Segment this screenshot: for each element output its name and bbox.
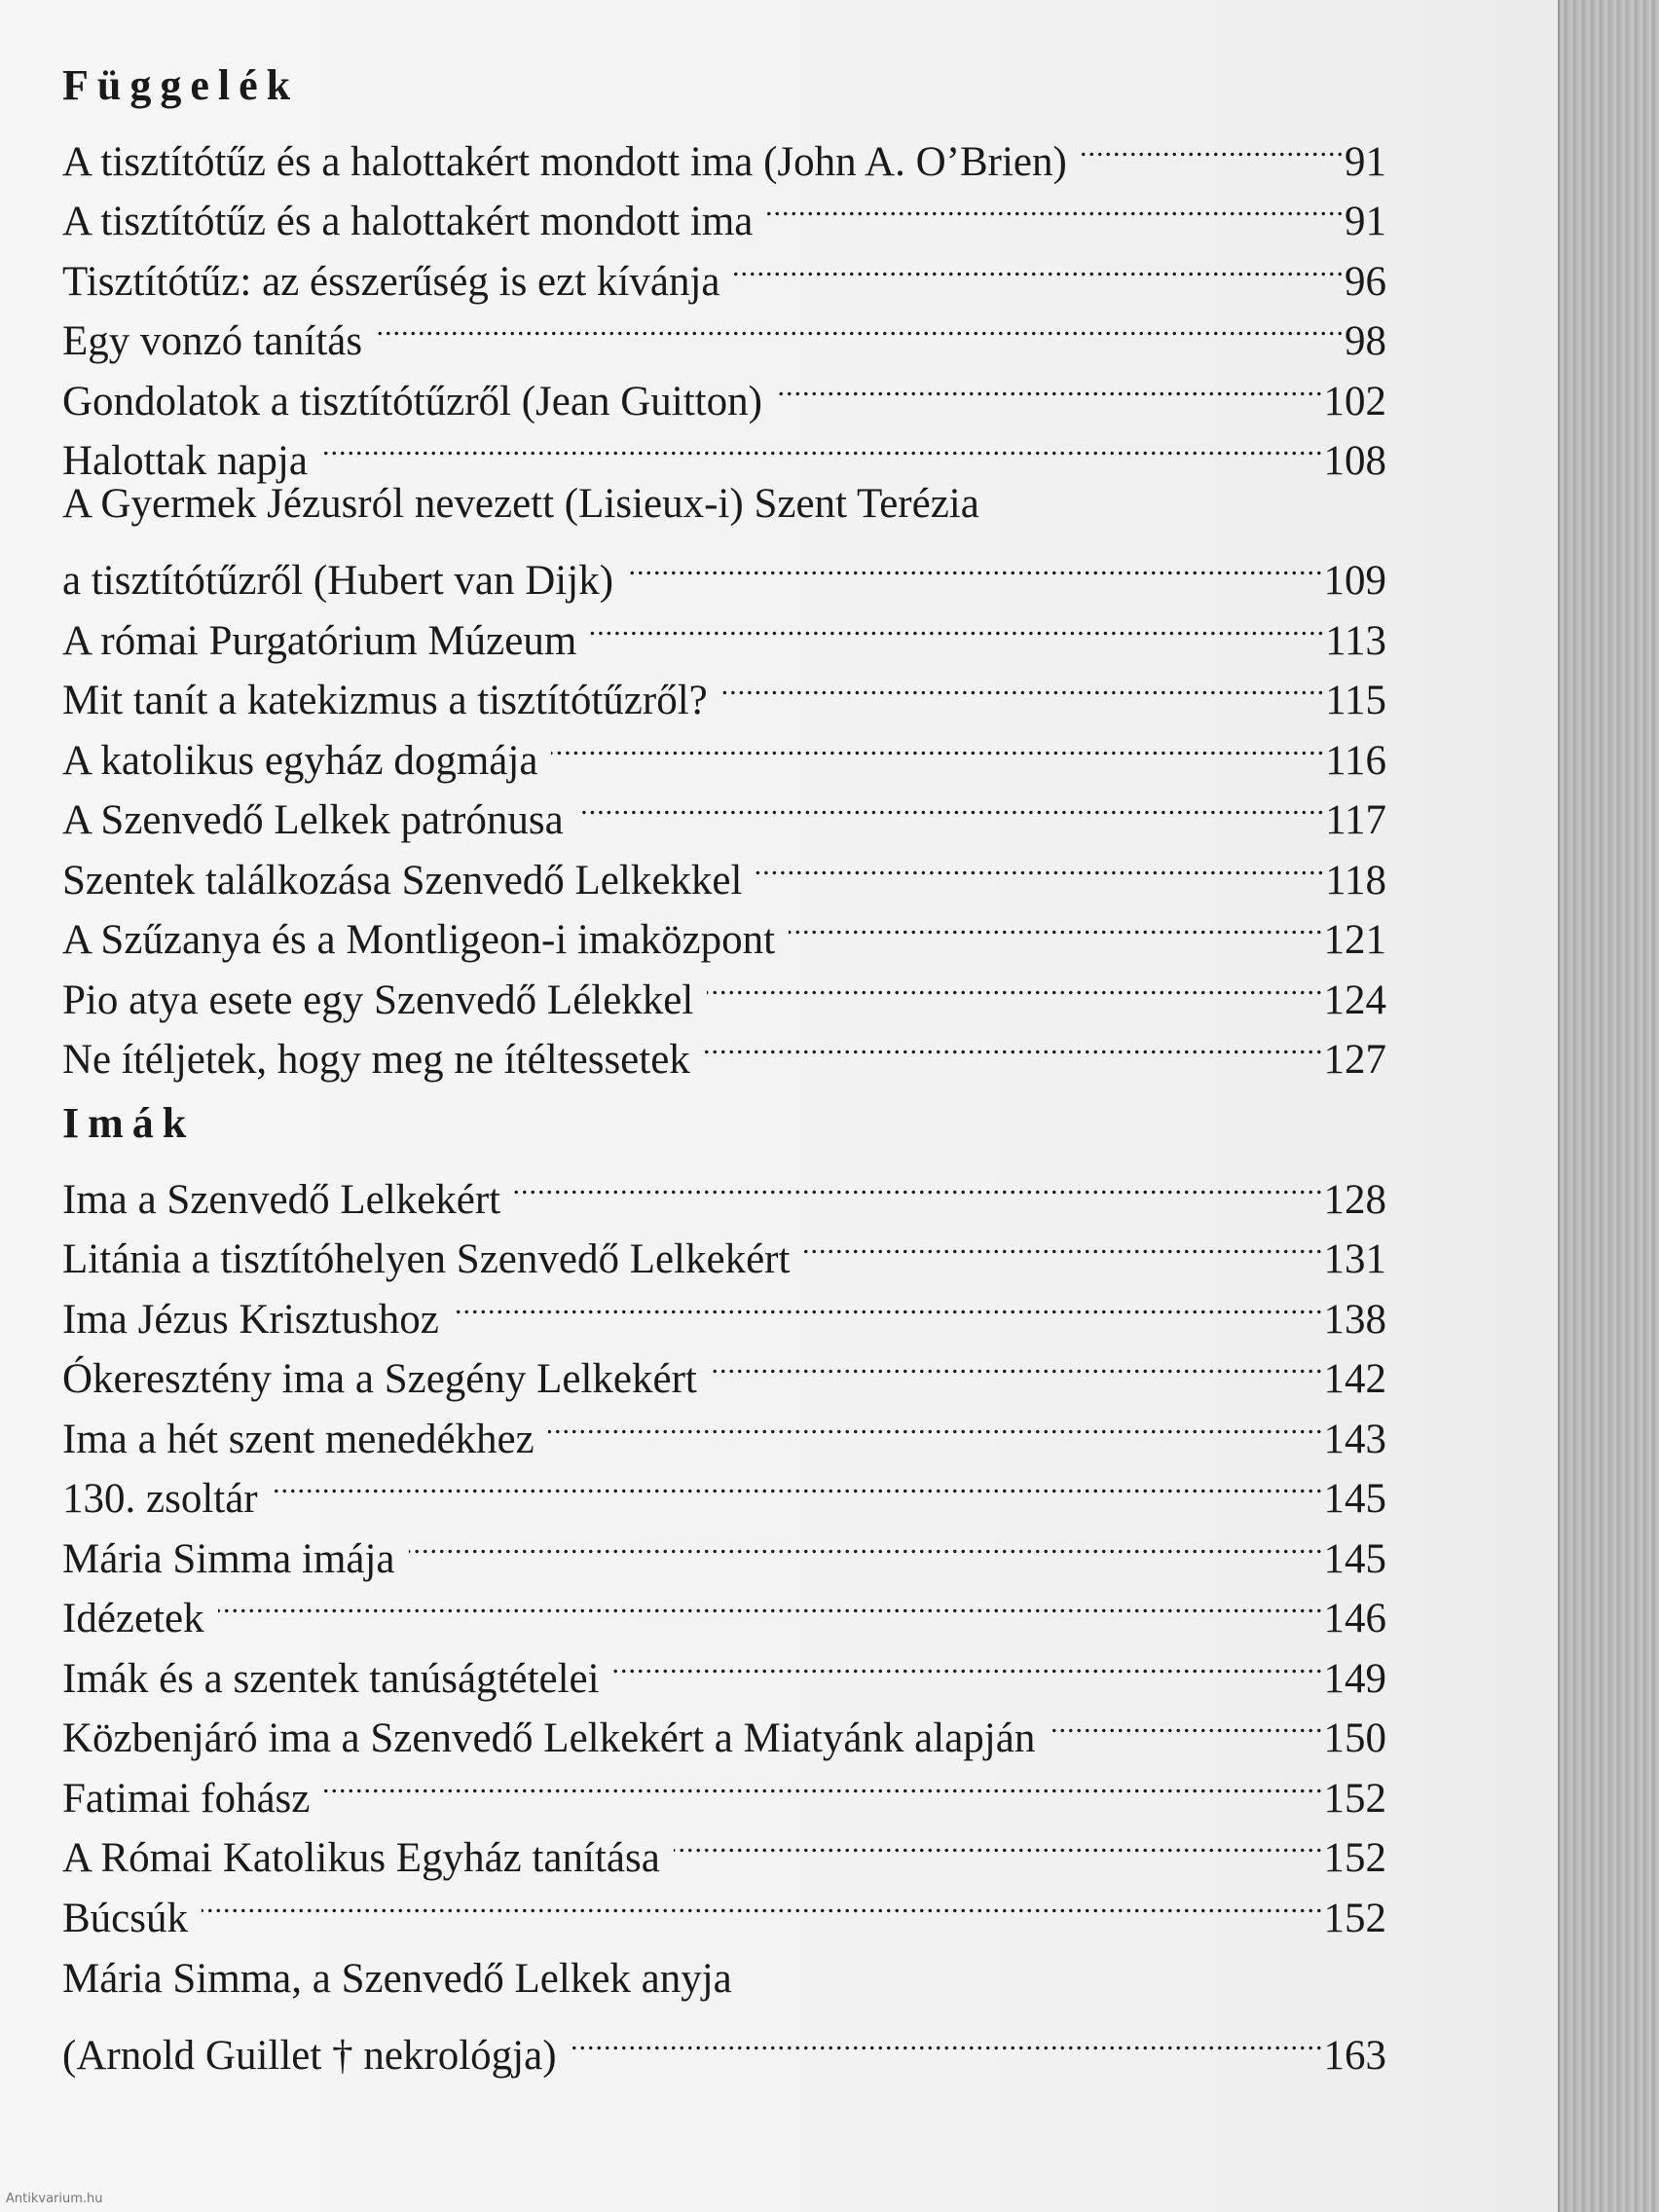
toc-entry-first-line: A Gyermek Jézusról nevezett (Lisieux-i) Szent Terézia (62, 481, 979, 527)
toc-entry: Mit tanít a katekizmus a tisztítótűzről? ..... 115 (62, 654, 1386, 715)
page-number: 127 (1323, 1037, 1386, 1083)
page-number: 91 (1345, 199, 1386, 244)
page-number: 145 (1323, 1535, 1386, 1582)
table-of-contents (62, 56, 1386, 2079)
toc-entry: A Római Katolikus Egyház tanítása ..... 152 (62, 1812, 1386, 1872)
toc-entry: Halottak napja ..... 108 (62, 415, 1386, 475)
toc-entry-first-line: Mária Simma, a Szenvedő Lelkek anyja (62, 1955, 732, 2002)
toc-entry: 130. zsoltár ..... 145 (62, 1453, 1386, 1513)
dot-leader (548, 1392, 1324, 1453)
page-number: 163 (1323, 2032, 1386, 2079)
toc-entry: Fatimai fohász ..... 152 (62, 1751, 1386, 1812)
dot-leader (613, 1632, 1324, 1692)
dot-leader (218, 1572, 1324, 1633)
toc-entry: Ókeresztény ima a Szegény Lelkekért ..... 142 (62, 1333, 1386, 1393)
page-number: 152 (1323, 1775, 1386, 1822)
page-number: 138 (1323, 1296, 1386, 1343)
page-number: 115 (1325, 678, 1386, 723)
page-number: 91 (1345, 138, 1386, 185)
toc-entry: a tisztítótűzről (Hubert van Dijk) ..... 109 (62, 535, 1386, 595)
dot-leader (721, 654, 1325, 715)
toc-entry: Ne ítéljetek, hogy meg ne ítéltessetek ..... 127 (62, 1014, 1386, 1074)
dot-leader (453, 1272, 1324, 1333)
dot-leader (590, 594, 1325, 654)
page-number: 102 (1323, 378, 1386, 424)
page-number: 118 (1325, 857, 1386, 903)
toc-entry: A tisztítótűz és a halottakért mondott ima (John A. O’Brien) ..... 91 (62, 115, 1386, 175)
dot-leader (627, 535, 1323, 595)
page-number: 152 (1323, 1835, 1386, 1881)
dot-leader (711, 1333, 1324, 1393)
toc-entry: Búcsúk ..... 152 (62, 1871, 1386, 1932)
toc-entry: (Arnold Guillet † nekrológja) ..... 163 (62, 2009, 1386, 2069)
page-number: 128 (1323, 1176, 1386, 1223)
dot-leader (577, 774, 1325, 834)
dot-leader (707, 953, 1323, 1014)
dot-leader (323, 1751, 1323, 1812)
toc-entry: Gondolatok a tisztítótűzről (Jean Guitton) ..... 102 (62, 354, 1386, 415)
page-number: 131 (1323, 1236, 1386, 1282)
section-title-fuggelek: Függelék (62, 61, 300, 109)
dot-leader (571, 2009, 1324, 2069)
toc-entry: Idézetek ..... 146 (62, 1572, 1386, 1633)
page-number: 152 (1323, 1895, 1386, 1941)
page-number: 96 (1345, 258, 1386, 305)
page-number: 108 (1323, 438, 1386, 484)
toc-entry: A katolikus egyház dogmája ..... 116 (62, 714, 1386, 774)
toc-entry: Mária Simma imája ..... 145 (62, 1512, 1386, 1572)
watermark: Antikvarium.hu (6, 2192, 103, 2206)
dot-leader (766, 175, 1345, 236)
page-number: 146 (1323, 1596, 1386, 1641)
page-number: 113 (1325, 617, 1386, 664)
page-number: 145 (1323, 1476, 1386, 1522)
toc-entry: Ima a Szenvedő Lelkekért ..... 128 (62, 1153, 1386, 1213)
dot-leader (409, 1512, 1324, 1572)
dot-leader (734, 235, 1346, 295)
page-number: 150 (1323, 1715, 1386, 1761)
toc-entry: Pio atya esete egy Szenvedő Lélekkel ..... 124 (62, 953, 1386, 1014)
toc-entry: A római Purgatórium Múzeum ..... 113 (62, 594, 1386, 654)
dot-leader (514, 1153, 1323, 1213)
toc-entry: Litánia a tisztítóhelyen Szenvedő Lelkekért ..... 131 (62, 1213, 1386, 1273)
dot-leader (321, 415, 1324, 475)
dot-leader (551, 714, 1325, 774)
toc-entry: Ima Jézus Krisztushoz ..... 138 (62, 1272, 1386, 1333)
dot-leader (756, 833, 1325, 894)
page-number: 116 (1325, 737, 1386, 784)
page-number: 121 (1323, 917, 1386, 963)
dot-leader (1049, 1692, 1323, 1752)
toc-entry: Ima a hét szent menedékhez ..... 143 (62, 1392, 1386, 1453)
page-number: 98 (1345, 318, 1386, 364)
section-title-imak: Imák (62, 1099, 196, 1147)
dot-leader (376, 295, 1345, 355)
dot-leader (803, 1213, 1323, 1273)
dot-leader (674, 1812, 1324, 1872)
dot-leader (776, 354, 1324, 415)
toc-entry: Imák és a szentek tanúságtételei ..... 149 (62, 1632, 1386, 1692)
dot-leader (1081, 115, 1345, 175)
dot-leader (789, 894, 1323, 954)
page-number: 149 (1323, 1655, 1386, 1702)
toc-entry: Közbenjáró ima a Szenvedő Lelkekért a Miatyánk alapján ..... 150 (62, 1692, 1386, 1752)
dot-leader (704, 1014, 1324, 1074)
toc-entry: A Szenvedő Lelkek patrónusa ..... 117 (62, 774, 1386, 834)
dot-leader (202, 1871, 1324, 1932)
toc-entry: Tisztítótűz: az ésszerűség is ezt kívánja ..... 96 (62, 235, 1386, 295)
page-number: 109 (1323, 558, 1386, 604)
dot-leader (272, 1453, 1324, 1513)
page-number: 143 (1323, 1416, 1386, 1462)
toc-entry: A Szűzanya és a Montligeon-i imaközpont ..... 121 (62, 894, 1386, 954)
toc-entry: A tisztítótűz és a halottakért mondott ima ..... 91 (62, 175, 1386, 236)
entry-spacer (62, 1932, 1386, 1949)
page-number: 124 (1323, 977, 1386, 1023)
toc-entry: Szentek találkozása Szenvedő Lelkekkel ..... 118 (62, 833, 1386, 894)
toc-entry: Egy vonzó tanítás ..... 98 (62, 295, 1386, 355)
page-stack-edge (1558, 0, 1659, 2212)
page-number: 117 (1325, 797, 1386, 843)
page-number: 142 (1323, 1356, 1386, 1402)
